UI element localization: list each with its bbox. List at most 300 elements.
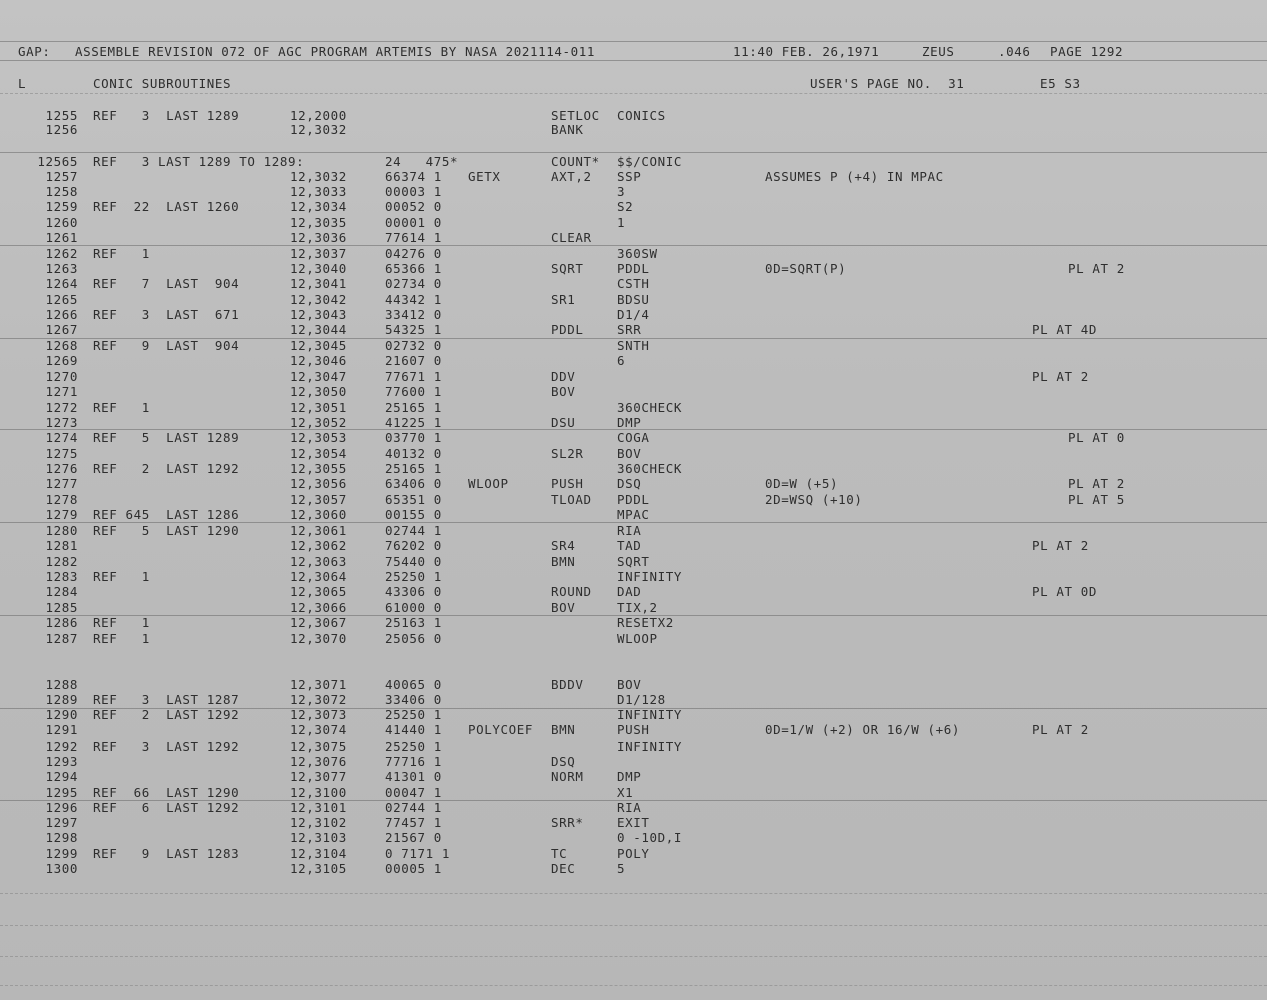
address: 360CHECK bbox=[617, 461, 683, 476]
listing-line bbox=[0, 215, 1267, 230]
listing-line bbox=[0, 199, 1267, 214]
line-number: 1292 bbox=[45, 739, 78, 754]
location: 12,3046 bbox=[290, 353, 347, 368]
line-number: 1285 bbox=[45, 600, 78, 615]
line-number: 12565 bbox=[37, 154, 78, 169]
listing-line bbox=[0, 108, 1267, 123]
octal-word: 40132 0 bbox=[385, 446, 442, 461]
listing-line bbox=[0, 507, 1267, 522]
location: 12,3047 bbox=[290, 369, 347, 384]
page-number: PAGE 1292 bbox=[1050, 44, 1124, 59]
opcode: DEC bbox=[551, 861, 576, 876]
location: 12,3043 bbox=[290, 307, 347, 322]
line-number: 1282 bbox=[45, 554, 78, 569]
listing-line bbox=[0, 122, 1267, 137]
octal-word: 54325 1 bbox=[385, 322, 442, 337]
location: 12,3061 bbox=[290, 523, 347, 538]
location: 12,2000 bbox=[290, 108, 347, 123]
listing-line bbox=[0, 722, 1267, 737]
listing-line bbox=[0, 476, 1267, 491]
location: 12,3032 bbox=[290, 169, 347, 184]
ref-info: REF 645 LAST 1286 bbox=[93, 507, 240, 522]
octal-word: 00155 0 bbox=[385, 507, 442, 522]
address: INFINITY bbox=[617, 707, 683, 722]
line-number: 1263 bbox=[45, 261, 78, 276]
octal-word: 41225 1 bbox=[385, 415, 442, 430]
address: D1/128 bbox=[617, 692, 666, 707]
address: BOV bbox=[617, 446, 642, 461]
listing-line bbox=[0, 322, 1267, 337]
line-number: 1278 bbox=[45, 492, 78, 507]
location: 12,3102 bbox=[290, 815, 347, 830]
octal-word: 76202 0 bbox=[385, 538, 442, 553]
location: 12,3045 bbox=[290, 338, 347, 353]
listing-line bbox=[0, 400, 1267, 415]
listing-line bbox=[0, 754, 1267, 769]
address: SQRT bbox=[617, 554, 650, 569]
line-number: 1264 bbox=[45, 276, 78, 291]
listing-mark: L bbox=[18, 76, 27, 91]
opcode: SL2R bbox=[551, 446, 584, 461]
listing-line bbox=[0, 184, 1267, 199]
address: TIX,2 bbox=[617, 600, 658, 615]
line-number: 1259 bbox=[45, 199, 78, 214]
location: 12,3044 bbox=[290, 322, 347, 337]
location: 12,3070 bbox=[290, 631, 347, 646]
code: .046 bbox=[998, 44, 1031, 59]
address: COGA bbox=[617, 430, 650, 445]
ref-info: REF 1 bbox=[93, 569, 150, 584]
location: 12,3057 bbox=[290, 492, 347, 507]
opcode: CLEAR bbox=[551, 230, 592, 245]
octal-word: 77457 1 bbox=[385, 815, 442, 830]
octal-word: 00003 1 bbox=[385, 184, 442, 199]
listing-line bbox=[0, 739, 1267, 754]
address: WLOOP bbox=[617, 631, 658, 646]
location: 12,3073 bbox=[290, 707, 347, 722]
comment: 2D=WSQ (+10) bbox=[765, 492, 863, 507]
address: 6 bbox=[617, 353, 626, 368]
opcode: BOV bbox=[551, 384, 576, 399]
pushlist-note: PL AT 4D bbox=[1032, 322, 1098, 337]
line-number: 1296 bbox=[45, 800, 78, 815]
address: TAD bbox=[617, 538, 642, 553]
address: PDDL bbox=[617, 492, 650, 507]
octal-word: 75440 0 bbox=[385, 554, 442, 569]
octal-word: 04276 0 bbox=[385, 246, 442, 261]
listing-line bbox=[0, 861, 1267, 876]
location: 12,3064 bbox=[290, 569, 347, 584]
listing-line bbox=[0, 584, 1267, 599]
address: 360SW bbox=[617, 246, 658, 261]
ref-info: REF 3 LAST 1289 TO 1289: bbox=[93, 154, 305, 169]
octal-word: 02744 1 bbox=[385, 523, 442, 538]
line-number: 1267 bbox=[45, 322, 78, 337]
opcode: TLOAD bbox=[551, 492, 592, 507]
location: 12,3051 bbox=[290, 400, 347, 415]
location: 12,3042 bbox=[290, 292, 347, 307]
line-number: 1255 bbox=[45, 108, 78, 123]
octal-word: 33406 0 bbox=[385, 692, 442, 707]
address: 1 bbox=[617, 215, 626, 230]
line-number: 1269 bbox=[45, 353, 78, 368]
address: 360CHECK bbox=[617, 400, 683, 415]
address: 0 -10D,I bbox=[617, 830, 683, 845]
label: POLYCOEF bbox=[468, 722, 534, 737]
location: 12,3105 bbox=[290, 861, 347, 876]
octal-word: 03770 1 bbox=[385, 430, 442, 445]
location: 12,3040 bbox=[290, 261, 347, 276]
location: 12,3074 bbox=[290, 722, 347, 737]
listing-line bbox=[0, 384, 1267, 399]
time-date: 11:40 FEB. 26,1971 bbox=[733, 44, 880, 59]
section-ref: E5 S3 bbox=[1040, 76, 1081, 91]
location: 12,3075 bbox=[290, 739, 347, 754]
listing-line bbox=[0, 538, 1267, 553]
listing-line bbox=[0, 338, 1267, 353]
octal-word: 25163 1 bbox=[385, 615, 442, 630]
octal-word: 21607 0 bbox=[385, 353, 442, 368]
listing-line bbox=[0, 415, 1267, 430]
address: CSTH bbox=[617, 276, 650, 291]
listing-line bbox=[0, 492, 1267, 507]
ref-info: REF 9 LAST 904 bbox=[93, 338, 240, 353]
address: 5 bbox=[617, 861, 626, 876]
section-title: CONIC SUBROUTINES bbox=[93, 76, 232, 91]
location: 12,3103 bbox=[290, 830, 347, 845]
listing-line bbox=[0, 461, 1267, 476]
listing-line bbox=[0, 800, 1267, 815]
octal-word: 00005 1 bbox=[385, 861, 442, 876]
line-number: 1277 bbox=[45, 476, 78, 491]
octal-word: 66374 1 bbox=[385, 169, 442, 184]
line-number: 1257 bbox=[45, 169, 78, 184]
line-number: 1273 bbox=[45, 415, 78, 430]
listing-line bbox=[0, 446, 1267, 461]
line-number: 1300 bbox=[45, 861, 78, 876]
location: 12,3034 bbox=[290, 199, 347, 214]
address: BDSU bbox=[617, 292, 650, 307]
ref-info: REF 9 LAST 1283 bbox=[93, 846, 240, 861]
octal-word: 44342 1 bbox=[385, 292, 442, 307]
pushlist-note: PL AT 0 bbox=[1068, 430, 1125, 445]
pushlist-note: PL AT 0D bbox=[1032, 584, 1098, 599]
page-header bbox=[0, 44, 1267, 59]
address: PUSH bbox=[617, 722, 650, 737]
listing-line bbox=[0, 430, 1267, 445]
listing-line bbox=[0, 707, 1267, 722]
listing-line bbox=[0, 830, 1267, 845]
ref-info: REF 3 LAST 1292 bbox=[93, 739, 240, 754]
listing-line bbox=[0, 569, 1267, 584]
address: S2 bbox=[617, 199, 634, 214]
location: 12,3066 bbox=[290, 600, 347, 615]
opcode: TC bbox=[551, 846, 568, 861]
line-number: 1294 bbox=[45, 769, 78, 784]
address: DMP bbox=[617, 769, 642, 784]
ref-info: REF 1 bbox=[93, 246, 150, 261]
opcode: BOV bbox=[551, 600, 576, 615]
octal-word: 65351 0 bbox=[385, 492, 442, 507]
pushlist-note: PL AT 2 bbox=[1032, 369, 1089, 384]
ref-info: REF 1 bbox=[93, 400, 150, 415]
line-number: 1283 bbox=[45, 569, 78, 584]
octal-word: 77614 1 bbox=[385, 230, 442, 245]
location: 12,3032 bbox=[290, 122, 347, 137]
octal-word: 77600 1 bbox=[385, 384, 442, 399]
location: 12,3077 bbox=[290, 769, 347, 784]
comment: 0D=1/W (+2) OR 16/W (+6) bbox=[765, 722, 961, 737]
location: 12,3065 bbox=[290, 584, 347, 599]
location: 12,3104 bbox=[290, 846, 347, 861]
listing-line bbox=[0, 631, 1267, 646]
octal-word: 21567 0 bbox=[385, 830, 442, 845]
address: D1/4 bbox=[617, 307, 650, 322]
location: 12,3055 bbox=[290, 461, 347, 476]
listing-line bbox=[0, 554, 1267, 569]
octal-word: 77716 1 bbox=[385, 754, 442, 769]
address: RIA bbox=[617, 523, 642, 538]
listing-line bbox=[0, 815, 1267, 830]
ref-info: REF 2 LAST 1292 bbox=[93, 707, 240, 722]
location: 12,3037 bbox=[290, 246, 347, 261]
location: 12,3071 bbox=[290, 677, 347, 692]
line-number: 1297 bbox=[45, 815, 78, 830]
ref-info: REF 66 LAST 1290 bbox=[93, 785, 240, 800]
listing-line bbox=[0, 769, 1267, 784]
ref-info: REF 1 bbox=[93, 615, 150, 630]
location: 12,3033 bbox=[290, 184, 347, 199]
listing-line bbox=[0, 615, 1267, 630]
pushlist-note: PL AT 2 bbox=[1068, 476, 1125, 491]
listing-line bbox=[0, 785, 1267, 800]
octal-word: 00047 1 bbox=[385, 785, 442, 800]
listing-line bbox=[0, 692, 1267, 707]
line-number: 1261 bbox=[45, 230, 78, 245]
octal-word: 25250 1 bbox=[385, 739, 442, 754]
address: DAD bbox=[617, 584, 642, 599]
location: 12,3060 bbox=[290, 507, 347, 522]
opcode: AXT,2 bbox=[551, 169, 592, 184]
octal-word: 77671 1 bbox=[385, 369, 442, 384]
address: $$/CONIC bbox=[617, 154, 683, 169]
pushlist-note: PL AT 2 bbox=[1032, 722, 1089, 737]
opcode: BMN bbox=[551, 554, 576, 569]
location: 12,3035 bbox=[290, 215, 347, 230]
address: 3 bbox=[617, 184, 626, 199]
opcode: SRR* bbox=[551, 815, 584, 830]
user-name: ZEUS bbox=[922, 44, 955, 59]
ref-info: REF 3 LAST 1289 bbox=[93, 108, 240, 123]
line-number: 1262 bbox=[45, 246, 78, 261]
location: 12,3052 bbox=[290, 415, 347, 430]
line-number: 1258 bbox=[45, 184, 78, 199]
address: PDDL bbox=[617, 261, 650, 276]
line-number: 1286 bbox=[45, 615, 78, 630]
ref-info: REF 7 LAST 904 bbox=[93, 276, 240, 291]
location: 12,3054 bbox=[290, 446, 347, 461]
ref-info: REF 22 LAST 1260 bbox=[93, 199, 240, 214]
line-number: 1256 bbox=[45, 122, 78, 137]
assemble-title: ASSEMBLE REVISION 072 OF AGC PROGRAM ARTEMIS BY NASA 2021114-011 bbox=[75, 44, 596, 59]
line-number: 1265 bbox=[45, 292, 78, 307]
location: 12,3053 bbox=[290, 430, 347, 445]
octal-word: 0 7171 1 bbox=[385, 846, 451, 861]
octal-word: 02732 0 bbox=[385, 338, 442, 353]
octal-word: 25250 1 bbox=[385, 707, 442, 722]
line-number: 1291 bbox=[45, 722, 78, 737]
listing-line bbox=[0, 169, 1267, 184]
line-number: 1279 bbox=[45, 507, 78, 522]
label: WLOOP bbox=[468, 476, 509, 491]
line-number: 1272 bbox=[45, 400, 78, 415]
address: MPAC bbox=[617, 507, 650, 522]
label: GETX bbox=[468, 169, 501, 184]
listing-line bbox=[0, 276, 1267, 291]
opcode: ROUND bbox=[551, 584, 592, 599]
octal-word: 00052 0 bbox=[385, 199, 442, 214]
octal-word: 41440 1 bbox=[385, 722, 442, 737]
address: INFINITY bbox=[617, 739, 683, 754]
location: 12,3050 bbox=[290, 384, 347, 399]
gap-label: GAP: bbox=[18, 44, 51, 59]
line-number: 1293 bbox=[45, 754, 78, 769]
listing-line bbox=[0, 307, 1267, 322]
listing-line bbox=[0, 600, 1267, 615]
opcode: SR1 bbox=[551, 292, 576, 307]
address: BOV bbox=[617, 677, 642, 692]
ref-info: REF 5 LAST 1290 bbox=[93, 523, 240, 538]
line-number: 1275 bbox=[45, 446, 78, 461]
line-number: 1290 bbox=[45, 707, 78, 722]
ref-info: REF 3 LAST 1287 bbox=[93, 692, 240, 707]
octal-word: 25165 1 bbox=[385, 400, 442, 415]
opcode: SETLOC bbox=[551, 108, 600, 123]
opcode: SR4 bbox=[551, 538, 576, 553]
comment: 0D=W (+5) bbox=[765, 476, 839, 491]
opcode: BDDV bbox=[551, 677, 584, 692]
address: SSP bbox=[617, 169, 642, 184]
ref-info: REF 5 LAST 1289 bbox=[93, 430, 240, 445]
listing-line bbox=[0, 292, 1267, 307]
listing-line bbox=[0, 154, 1267, 169]
listing-line bbox=[0, 353, 1267, 368]
location: 12,3041 bbox=[290, 276, 347, 291]
octal-word: 63406 0 bbox=[385, 476, 442, 491]
line-number: 1281 bbox=[45, 538, 78, 553]
comment: 0D=SQRT(P) bbox=[765, 261, 847, 276]
octal-word: 02734 0 bbox=[385, 276, 442, 291]
address: CONICS bbox=[617, 108, 666, 123]
opcode: BMN bbox=[551, 722, 576, 737]
opcode: DDV bbox=[551, 369, 576, 384]
opcode: DSQ bbox=[551, 754, 576, 769]
comment: ASSUMES P (+4) IN MPAC bbox=[765, 169, 944, 184]
opcode: PUSH bbox=[551, 476, 584, 491]
pushlist-note: PL AT 2 bbox=[1032, 538, 1089, 553]
users-page-number: USER'S PAGE NO. 31 bbox=[810, 76, 965, 91]
line-number: 1288 bbox=[45, 677, 78, 692]
ref-info: REF 3 LAST 671 bbox=[93, 307, 240, 322]
line-number: 1266 bbox=[45, 307, 78, 322]
address: RIA bbox=[617, 800, 642, 815]
listing-line bbox=[0, 369, 1267, 384]
octal-word: 41301 0 bbox=[385, 769, 442, 784]
location: 12,3036 bbox=[290, 230, 347, 245]
line-number: 1271 bbox=[45, 384, 78, 399]
section-header bbox=[0, 76, 1267, 91]
pushlist-note: PL AT 2 bbox=[1068, 261, 1125, 276]
octal-word: 25250 1 bbox=[385, 569, 442, 584]
octal-word: 65366 1 bbox=[385, 261, 442, 276]
address: SNTH bbox=[617, 338, 650, 353]
line-number: 1260 bbox=[45, 215, 78, 230]
listing-line bbox=[0, 677, 1267, 692]
octal-word: 25056 0 bbox=[385, 631, 442, 646]
line-number: 1270 bbox=[45, 369, 78, 384]
octal-word: 43306 0 bbox=[385, 584, 442, 599]
octal-word: 25165 1 bbox=[385, 461, 442, 476]
opcode: PDDL bbox=[551, 322, 584, 337]
ref-info: REF 6 LAST 1292 bbox=[93, 800, 240, 815]
ref-info: REF 1 bbox=[93, 631, 150, 646]
line-number: 1298 bbox=[45, 830, 78, 845]
location: 12,3062 bbox=[290, 538, 347, 553]
address: INFINITY bbox=[617, 569, 683, 584]
location: 12,3063 bbox=[290, 554, 347, 569]
location: 12,3067 bbox=[290, 615, 347, 630]
line-number: 1287 bbox=[45, 631, 78, 646]
opcode: SQRT bbox=[551, 261, 584, 276]
listing-line bbox=[0, 261, 1267, 276]
line-number: 1295 bbox=[45, 785, 78, 800]
octal-word: 00001 0 bbox=[385, 215, 442, 230]
opcode: COUNT* bbox=[551, 154, 600, 169]
line-number: 1268 bbox=[45, 338, 78, 353]
opcode: DSU bbox=[551, 415, 576, 430]
address: EXIT bbox=[617, 815, 650, 830]
line-number: 1276 bbox=[45, 461, 78, 476]
octal-word: 33412 0 bbox=[385, 307, 442, 322]
ref-info: REF 2 LAST 1292 bbox=[93, 461, 240, 476]
listing-line bbox=[0, 523, 1267, 538]
octal-word: 61000 0 bbox=[385, 600, 442, 615]
address: POLY bbox=[617, 846, 650, 861]
address: X1 bbox=[617, 785, 634, 800]
location: 12,3100 bbox=[290, 785, 347, 800]
location: 12,3101 bbox=[290, 800, 347, 815]
line-number: 1299 bbox=[45, 846, 78, 861]
opcode: NORM bbox=[551, 769, 584, 784]
octal-word: 24 475* bbox=[385, 154, 459, 169]
address: RESETX2 bbox=[617, 615, 674, 630]
line-number: 1284 bbox=[45, 584, 78, 599]
opcode: BANK bbox=[551, 122, 584, 137]
location: 12,3072 bbox=[290, 692, 347, 707]
listing-line bbox=[0, 230, 1267, 245]
location: 12,3056 bbox=[290, 476, 347, 491]
address: DMP bbox=[617, 415, 642, 430]
location: 12,3076 bbox=[290, 754, 347, 769]
pushlist-note: PL AT 5 bbox=[1068, 492, 1125, 507]
line-number: 1280 bbox=[45, 523, 78, 538]
octal-word: 40065 0 bbox=[385, 677, 442, 692]
address: DSQ bbox=[617, 476, 642, 491]
listing-line bbox=[0, 246, 1267, 261]
line-number: 1289 bbox=[45, 692, 78, 707]
line-number: 1274 bbox=[45, 430, 78, 445]
address: SRR bbox=[617, 322, 642, 337]
